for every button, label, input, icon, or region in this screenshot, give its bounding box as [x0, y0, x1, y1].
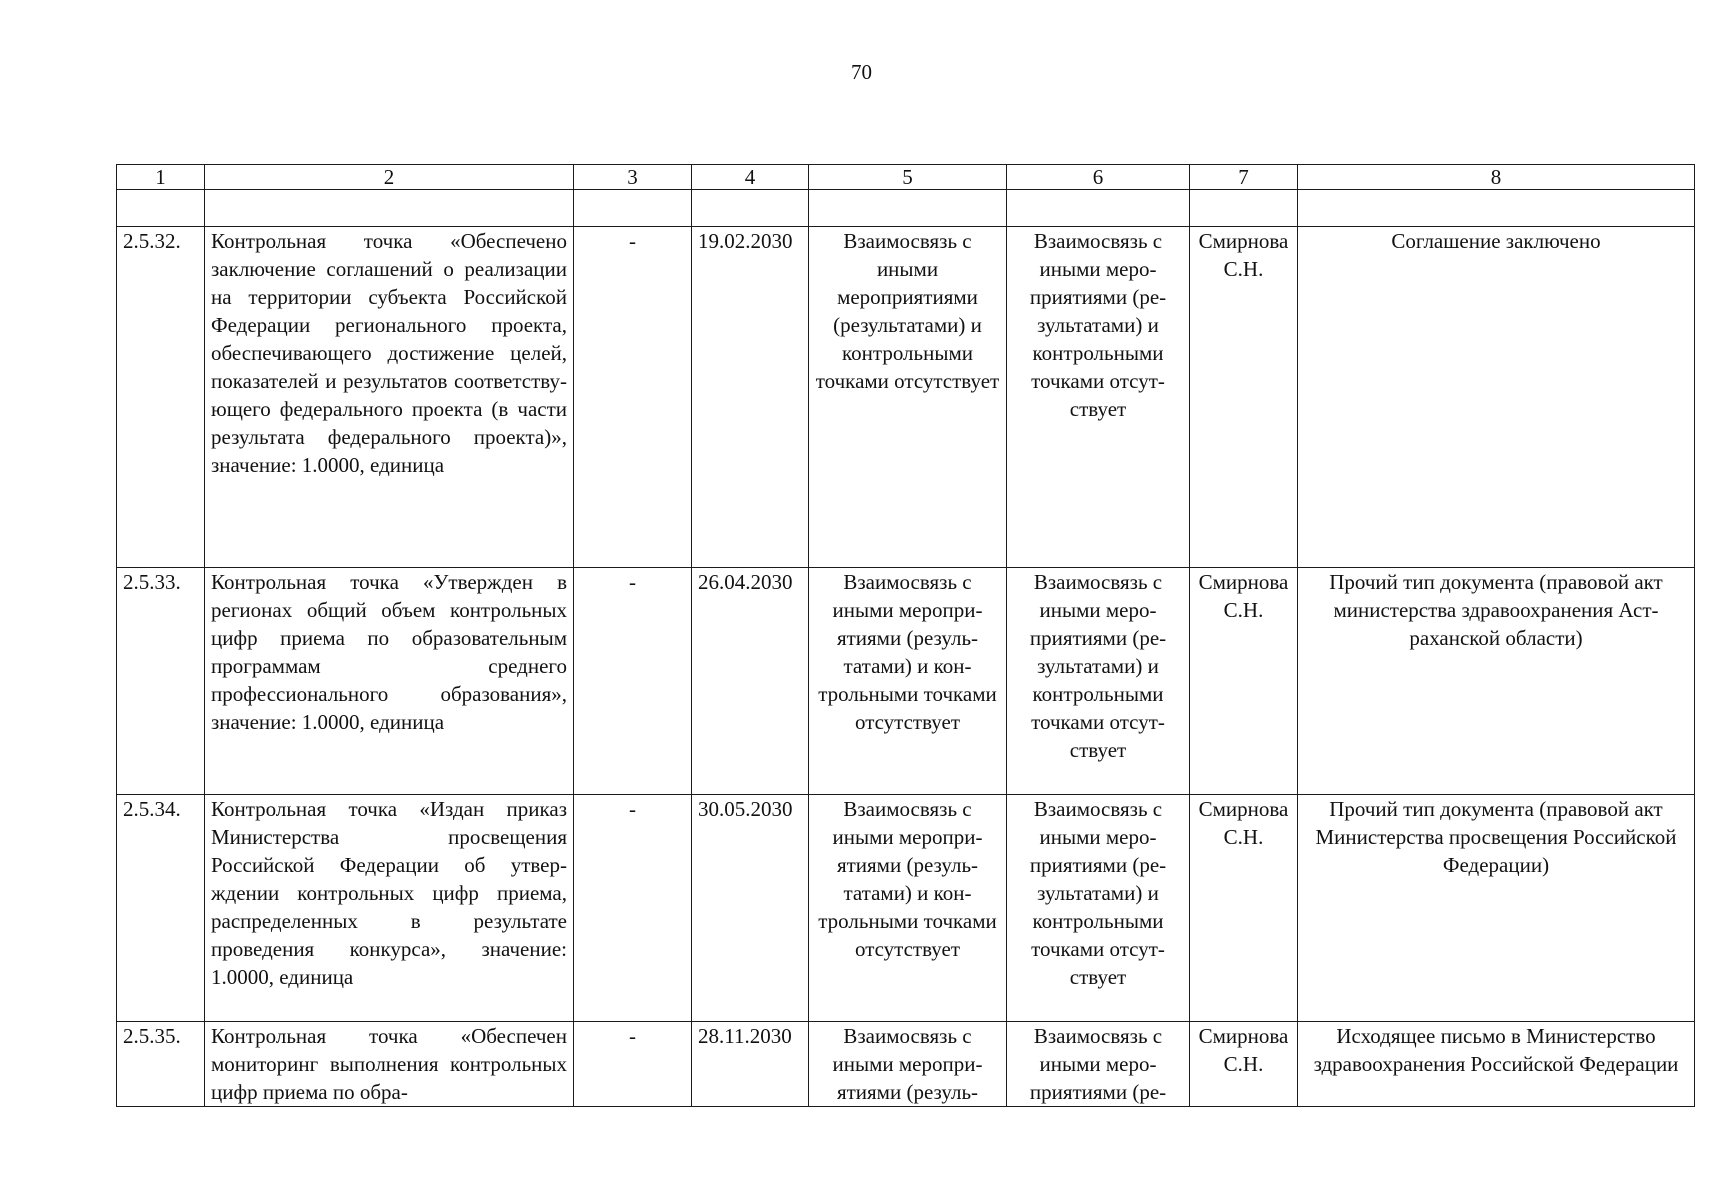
checkpoint-description: Контрольная точка «Обеспечено заключение соглашений о реализации на территории субъекта Российской Федерации регионального проекта, обеспечивающего достижение целей, показателей и результатов соответствующего федерального проекта (в части результата федерального проекта)», значение: 1.0000, единица [205, 227, 574, 568]
deadline-date: 28.11.2030 [692, 1022, 809, 1107]
column-number: 2 [205, 165, 574, 190]
column-number: 1 [117, 165, 205, 190]
column-3-value: - [574, 795, 692, 1022]
deadline-date: 19.02.2030 [692, 227, 809, 568]
checkpoints-table [116, 164, 1695, 1107]
empty-cell [205, 190, 574, 227]
column-number: 8 [1298, 165, 1695, 190]
empty-cell [692, 190, 809, 227]
row-number: 2.5.32. [117, 227, 205, 568]
column-number: 7 [1190, 165, 1298, 190]
column-number: 4 [692, 165, 809, 190]
column-number: 5 [809, 165, 1007, 190]
checkpoint-description: Контрольная точка «Утвержден в регионах общий объем контрольных цифр приема по образовательным программам среднего профессионального образования», значение: 1.0000, единица [205, 568, 574, 795]
column-number-row [117, 165, 1695, 190]
confirming-document: Соглашение заключено [1298, 227, 1695, 568]
predecessor-relation: Взаимосвязь с иными мероприятиями (результатами) и контрольными точками отсутствует [809, 568, 1007, 795]
successor-relation: Взаимосвязь с иными мероприятиями (результатами) и контрольными точками отсутствует [1007, 568, 1190, 795]
table-row [117, 568, 1695, 795]
empty-cell [1190, 190, 1298, 227]
empty-cell [809, 190, 1007, 227]
empty-cell [1298, 190, 1695, 227]
deadline-date: 30.05.2030 [692, 795, 809, 1022]
column-3-value: - [574, 1022, 692, 1107]
table-row [117, 227, 1695, 568]
predecessor-relation: Взаимосвязь с иными мероприятиями (резуль- [809, 1022, 1007, 1107]
responsible-person: Смирнова С.Н. [1190, 568, 1298, 795]
empty-cell [1007, 190, 1190, 227]
table-row [117, 1022, 1695, 1107]
successor-relation: Взаимосвязь с иными мероприятиями (ре- [1007, 1022, 1190, 1107]
predecessor-relation: Взаимосвязь с иными мероприятиями (результатами) и контрольными точками отсутствует [809, 227, 1007, 568]
confirming-document: Прочий тип документа (правовой акт Министерства просвещения Российской Федерации) [1298, 795, 1695, 1022]
empty-cell [117, 190, 205, 227]
responsible-person: Смирнова С.Н. [1190, 227, 1298, 568]
page-number: 70 [851, 60, 872, 84]
table-row [117, 795, 1695, 1022]
successor-relation: Взаимосвязь с иными мероприятиями (результатами) и контрольными точками отсутствует [1007, 227, 1190, 568]
responsible-person: Смирнова С.Н. [1190, 795, 1298, 1022]
confirming-document: Исходящее письмо в Министерство здравоохранения Российской Федерации [1298, 1022, 1695, 1107]
column-number: 3 [574, 165, 692, 190]
checkpoint-description: Контрольная точка «Обеспечен мониторинг выполнения контрольных цифр приема по обра- [205, 1022, 574, 1107]
row-number: 2.5.33. [117, 568, 205, 795]
responsible-person: Смирнова С.Н. [1190, 1022, 1298, 1107]
column-3-value: - [574, 227, 692, 568]
row-number: 2.5.35. [117, 1022, 205, 1107]
row-number: 2.5.34. [117, 795, 205, 1022]
column-number: 6 [1007, 165, 1190, 190]
confirming-document: Прочий тип документа (правовой акт министерства здравоохранения Астраханской области) [1298, 568, 1695, 795]
checkpoint-description: Контрольная точка «Издан приказ Министерства просвещения Российской Федерации об утверждении контрольных цифр приема, распределенных в результате проведения конкурса», значение: 1.0000, единица [205, 795, 574, 1022]
column-3-value: - [574, 568, 692, 795]
empty-cell [574, 190, 692, 227]
successor-relation: Взаимосвязь с иными мероприятиями (результатами) и контрольными точками отсутствует [1007, 795, 1190, 1022]
empty-row [117, 190, 1695, 227]
predecessor-relation: Взаимосвязь с иными мероприятиями (результатами) и контрольными точками отсутствует [809, 795, 1007, 1022]
deadline-date: 26.04.2030 [692, 568, 809, 795]
